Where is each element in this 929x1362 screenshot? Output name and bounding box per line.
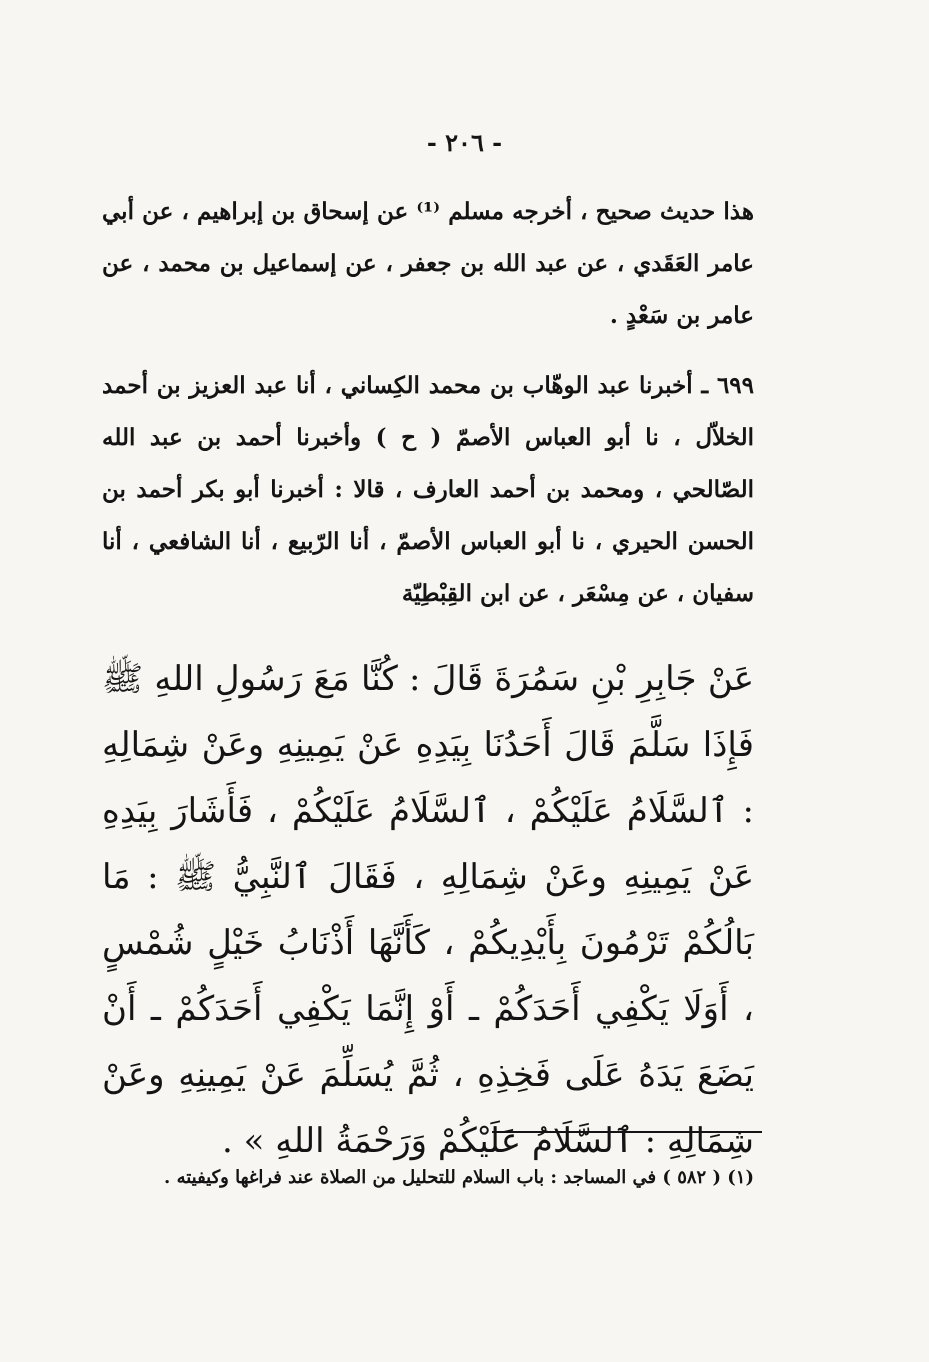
takhrij-paragraph: هذا حديث صحيح ، أخرجه مسلم ⁽¹⁾ عن إسحاق بن إبراهيم ، عن أبي عامر العَقَدي ، عن عبد الله بن جعفر ، عن إسماعيل بن محمد ، عن عامر بن سَعْدٍ . (102, 198, 754, 329)
page-number: - ٢٠٦ - (426, 128, 503, 157)
footnote-separator (492, 1131, 762, 1133)
footnote: (١) ( ٥٨٢ ) في المساجد : باب السلام للتحليل من الصلاة عند فراغها وكيفيته . (164, 1167, 754, 1188)
hadith-text: عَنْ جَابِرِ بْنِ سَمُرَةَ قَالَ : كُنَّا مَعَ رَسُولِ اللهِ ﷺ فَإِذَا سَلَّمَ قَالَ أَحَدُنَا بِيَدِهِ عَنْ يَمِينِهِ وعَنْ شِمَالِهِ : ٱلسَّلَامُ عَلَيْكُمْ ، ٱلسَّلَامُ عَلَيْكُمْ ، فَأَشَارَ بِيَدِهِ عَنْ يَمِينِهِ وعَنْ شِمَالِهِ ، فَقَالَ ٱلنَّبِيُّ ﷺ : مَا بَالُكُمْ تَرْمُونَ بِأَيْدِيكُمْ ، كَأَنَّهَا أَذْنَابُ خَيْلٍ شُمْسٍ ، أَوَلَا يَكْفِي أَحَدَكُمْ ـ أَوْ إِنَّمَا يَكْفِي أَحَدَكُمْ ـ أَنْ يَضَعَ يَدَهُ عَلَى فَخِذِهِ ، ثُمَّ يُسَلِّمَ عَنْ يَمِينِهِ وعَنْ شِمَالِهِ : ٱلسَّلَامُ عَلَيْكُمْ وَرَحْمَةُ اللهِ » . (102, 659, 754, 1161)
isnad-paragraph: ٦٩٩ ـ أخبرنا عبد الوهّاب بن محمد الكِساني ، أنا عبد العزيز بن أحمد الخلاّل ، نا أبو العباس الأصمّ ( ح ) وأخبرنا أحمد بن عبد الله الصّالحي ، ومحمد بن أحمد العارف ، قالا : أخبرنا أبو بكر أحمد بن الحسن الحيري ، نا أبو العباس الأصمّ ، أنا الرّبيع ، أنا الشافعي ، أنا سفيان ، عن مِسْعَر ، عن ابن القِبْطِيّة (102, 372, 754, 607)
